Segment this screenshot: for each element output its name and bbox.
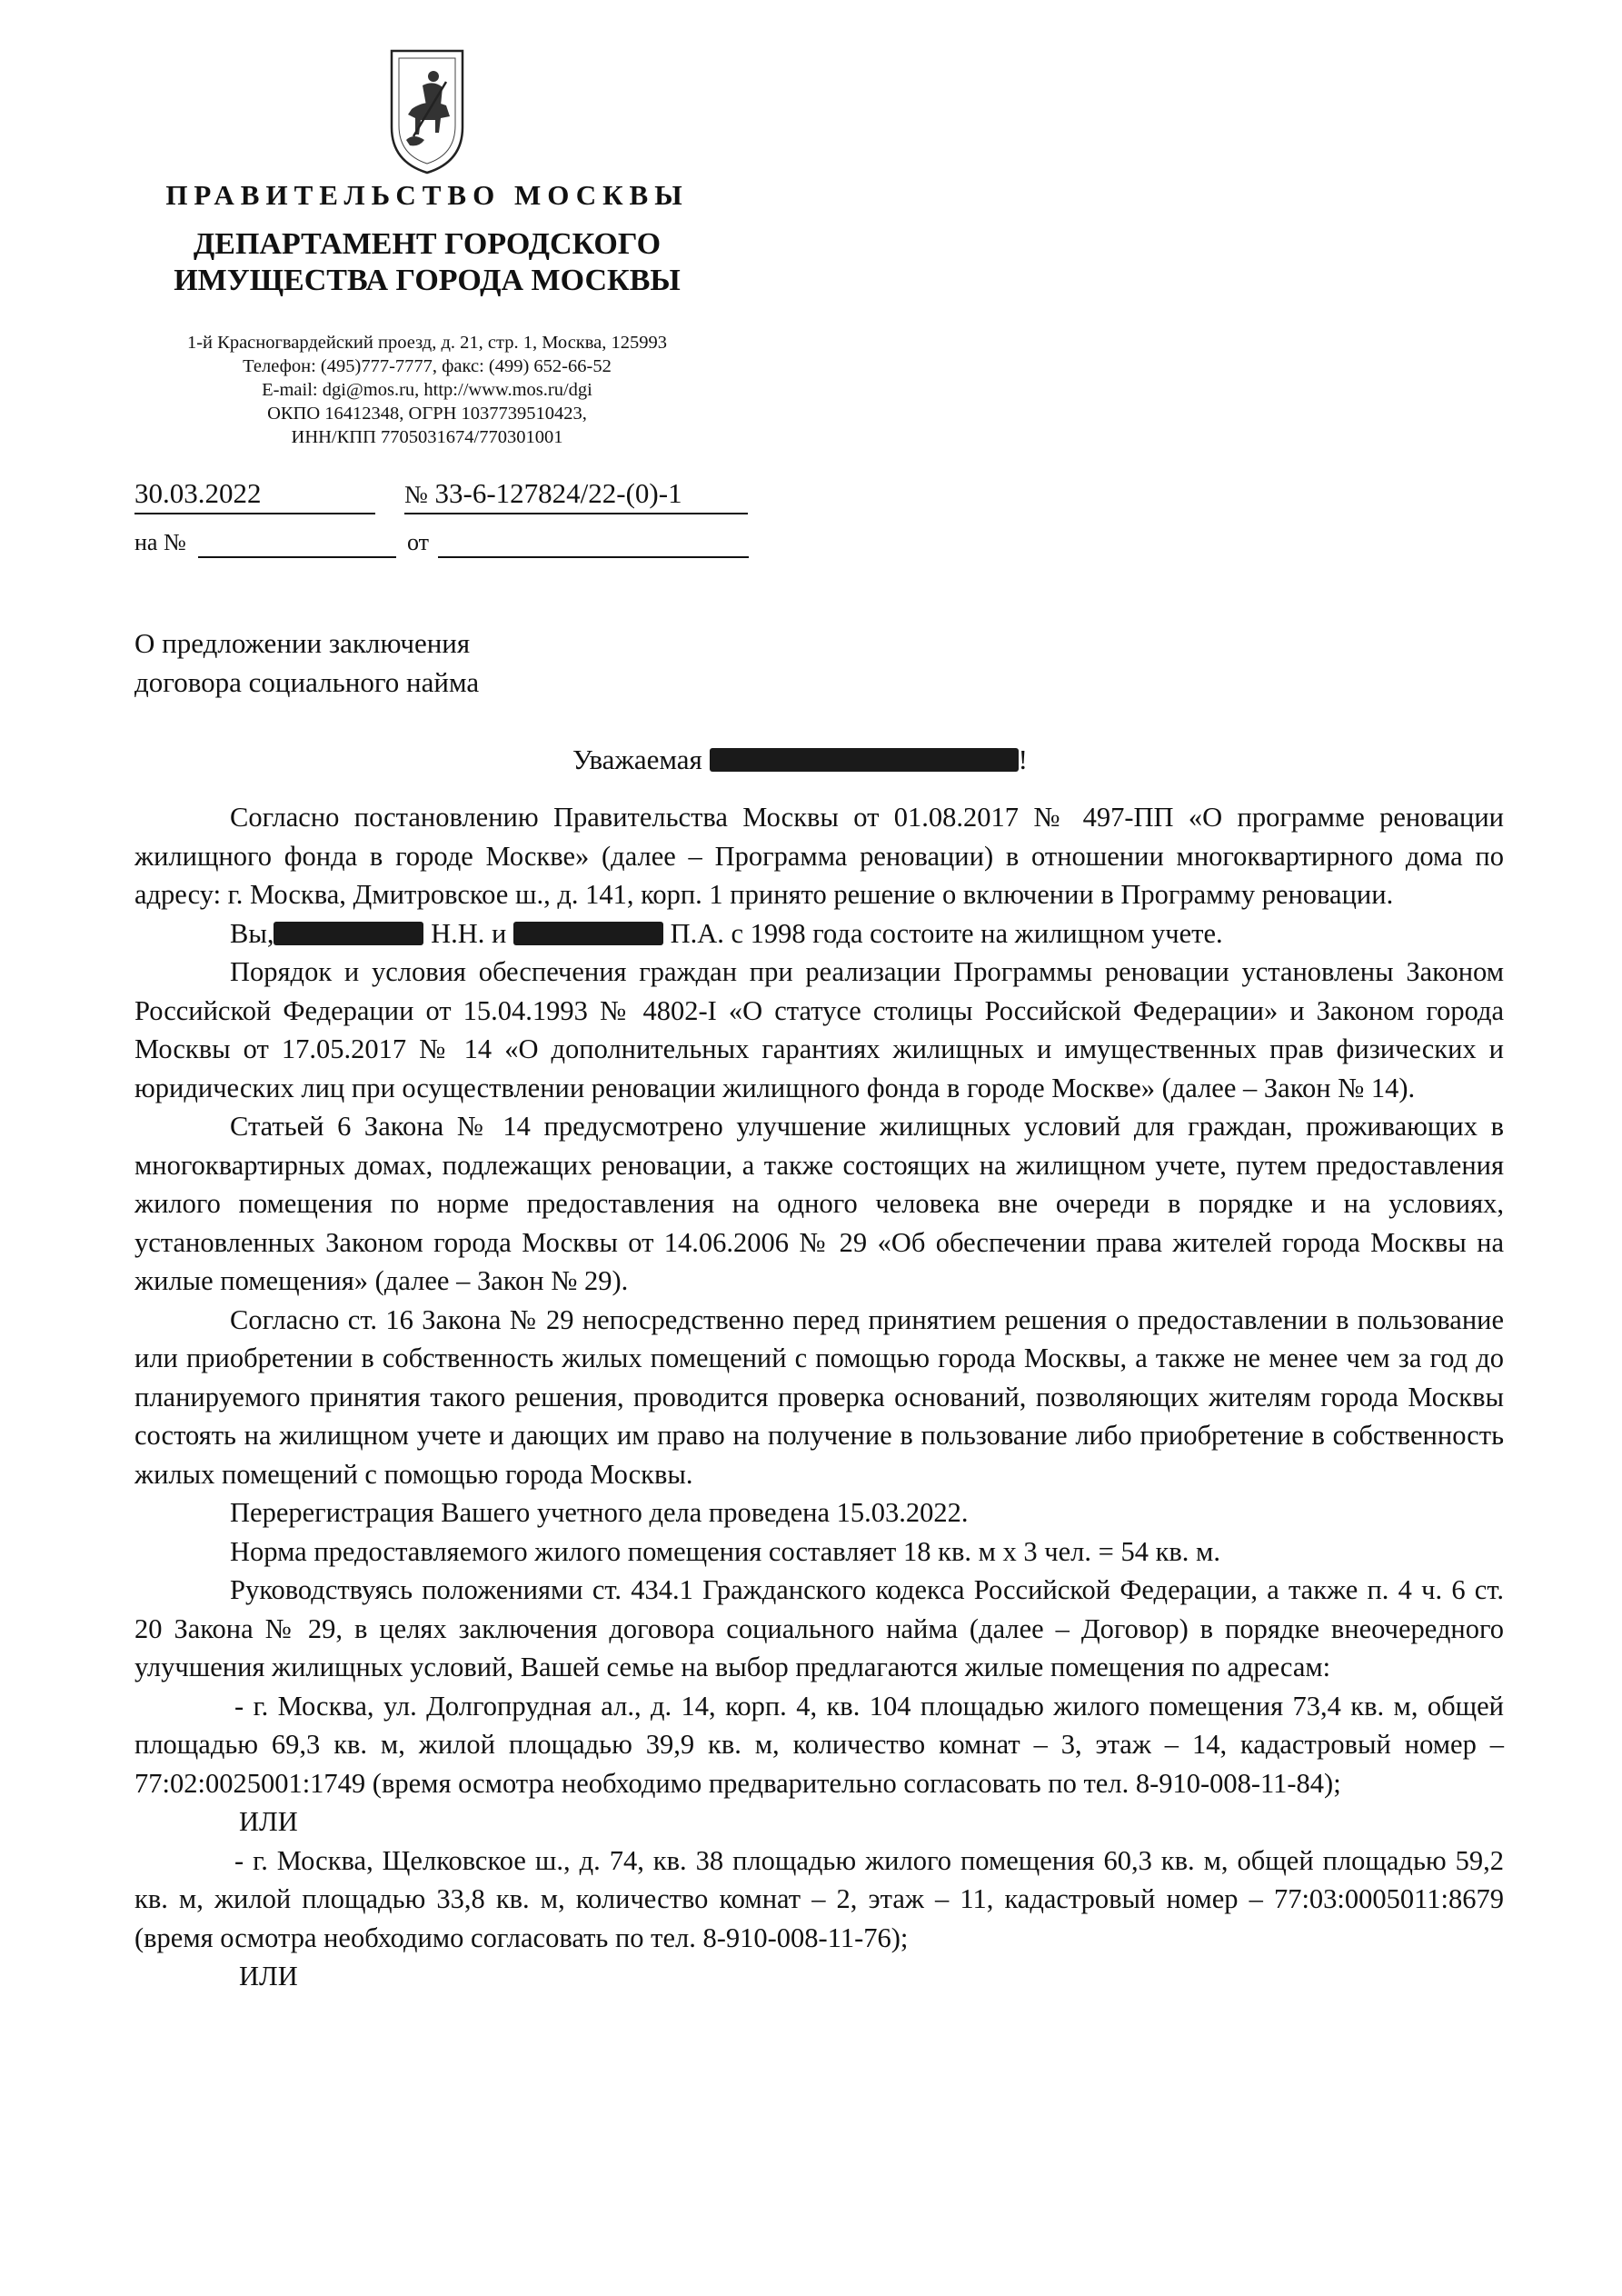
redacted-surname-1 <box>274 922 423 945</box>
p2-mid1: Н.Н. и <box>431 917 507 949</box>
contact-email: E-mail: dgi@mos.ru, http://www.mos.ru/dgi <box>262 380 592 400</box>
salutation-suffix: ! <box>1018 744 1028 775</box>
document-number <box>404 477 748 514</box>
paragraph-registration <box>134 914 1504 953</box>
salutation <box>572 744 1028 776</box>
contact-inn: ИНН/КПП 7705031674/770301001 <box>291 427 563 447</box>
paragraph-law-14: Порядок и условия обеспечения граждан при реализации Программы реновации установлены Законом Российской Федерации от 15.04.1993 № 4802-I «О статусе столицы Российской Федерации» и Законом города Москвы от 17.05.2017 № 14 «О дополнительных гарантиях жилищных и имущественных прав физических и юридических лиц при осуществлении реновации жилищного фонда в городе Москве» (далее – Закон № 14). <box>134 956 1504 1103</box>
contact-phone: Телефон: (495)777-7777, факс: (499) 652-66-52 <box>243 356 612 376</box>
or-separator-2: ИЛИ <box>239 1961 298 1992</box>
contact-okpo: ОКПО 16412348, ОГРН 1037739510423, <box>267 404 587 424</box>
paragraph-article-6: Статьей 6 Закона № 14 предусмотрено улучшение жилищных условий для граждан, проживающих в многоквартирных домах, подлежащих реновации, а также состоящих на жилищном учете, путем предоставления жилого помещения по норме предоставления на одного человека вне очереди в порядке и на условиях, установленных Законом города Москвы от 14.06.2006 № 29 «Об обеспечении права жителей города Москвы на жилые помещения» (далее – Закон № 29). <box>134 1111 1504 1296</box>
redacted-surname-2 <box>513 922 663 945</box>
document-number-value: 33-6-127824/22-(0)-1 <box>434 477 682 509</box>
number-sign: № <box>404 481 428 508</box>
letter-body <box>134 798 1504 1996</box>
subject-line2: договора социального найма <box>134 666 480 698</box>
or-separator-1: ИЛИ <box>239 1806 298 1837</box>
paragraph-renovation: Согласно постановлению Правительства Москвы от 01.08.2017 № 497-ПП «О программе реновации жилищного фонда в городе Москве» (далее – Программа реновации) в отношении многоквартирного дома по адресу: г. Москва, Дмитровское ш., д. 141, корп. 1 принято решение о включении в Программу реновации. <box>134 802 1504 910</box>
paragraph-reregistration: Перерегистрация Вашего учетного дела проведена 15.03.2022. <box>230 1497 969 1528</box>
option-shchelkovskoe: - г. Москва, Щелковское ш., д. 74, кв. 38 площадью жилого помещения 60,3 кв. м, общей площадью 59,2 кв. м, жилой площадью 33,8 кв. м, количество комнат – 2, этаж – 11, кадастровый номер – 77:03:0005011:8679 (время осмотра необходимо согласовать по тел. 8-910-008-11-76); <box>134 1844 1504 1953</box>
contact-address: 1-й Красногвардейский проезд, д. 21, стр. 1, Москва, 125993 <box>186 333 668 353</box>
reply-from-label: от <box>407 529 430 555</box>
redacted-name <box>710 748 1019 772</box>
reply-to-label: на № <box>134 529 186 555</box>
department-title-line1: ДЕПАРТАМЕНТ ГОРОДСКОГО <box>193 227 662 261</box>
option-dolgoprudnaya: - г. Москва, ул. Долгопрудная ал., д. 14, корп. 4, кв. 104 площадью жилого помещения 73,4 кв. м, общей площадью 69,3 кв. м, жилой площадью 39,9 кв. м, количество комнат – 3, этаж – 14, кадастровый номер – 77:02:0025001:1749 (время осмотра необходимо предварительно согласовать по тел. 8-910-008-11-84); <box>134 1690 1504 1799</box>
coat-of-arms-icon <box>386 45 468 177</box>
salutation-prefix: Уважаемая <box>572 744 702 775</box>
department-title-line2: ИМУЩЕСТВА ГОРОДА МОСКВЫ <box>174 264 681 297</box>
paragraph-norm: Норма предоставляемого жилого помещения составляет 18 кв. м х 3 чел. = 54 кв. м. <box>230 1535 1220 1567</box>
document-date: 30.03.2022 <box>134 477 375 514</box>
paragraph-article-16: Согласно ст. 16 Закона № 29 непосредственно перед принятием решения о предоставлении в пользование или приобретении в собственность жилых помещений с помощью города Москвы, а также не менее чем за год до планируемого принятия такого решения, проводится проверка оснований, позволяющих жителям города Москвы состоять на жилищном учете и дающих им право на получение в пользование либо приобретение в собственность жилых помещений с помощью города Москвы. <box>134 1303 1504 1490</box>
subject-line1: О предложении заключения <box>134 627 471 659</box>
reply-from-blank <box>438 556 749 558</box>
government-title: ПРАВИТЕЛЬСТВО МОСКВЫ <box>165 179 689 211</box>
p2-mid2: П.А. с 1998 года состоите на жилищном учете. <box>670 917 1223 949</box>
p2-start: Вы, <box>230 917 274 949</box>
paragraph-offer: Руководствуясь положениями ст. 434.1 Гражданского кодекса Российской Федерации, а также п. 4 ч. 6 ст. 20 Закона № 29, в целях заключения договора социального найма (далее – Договор) в порядке внеочередного улучшения жилищных условий, Вашей семье на выбор предлагаются жилые помещения по адресам: <box>134 1574 1504 1682</box>
reply-to-blank <box>198 556 396 558</box>
